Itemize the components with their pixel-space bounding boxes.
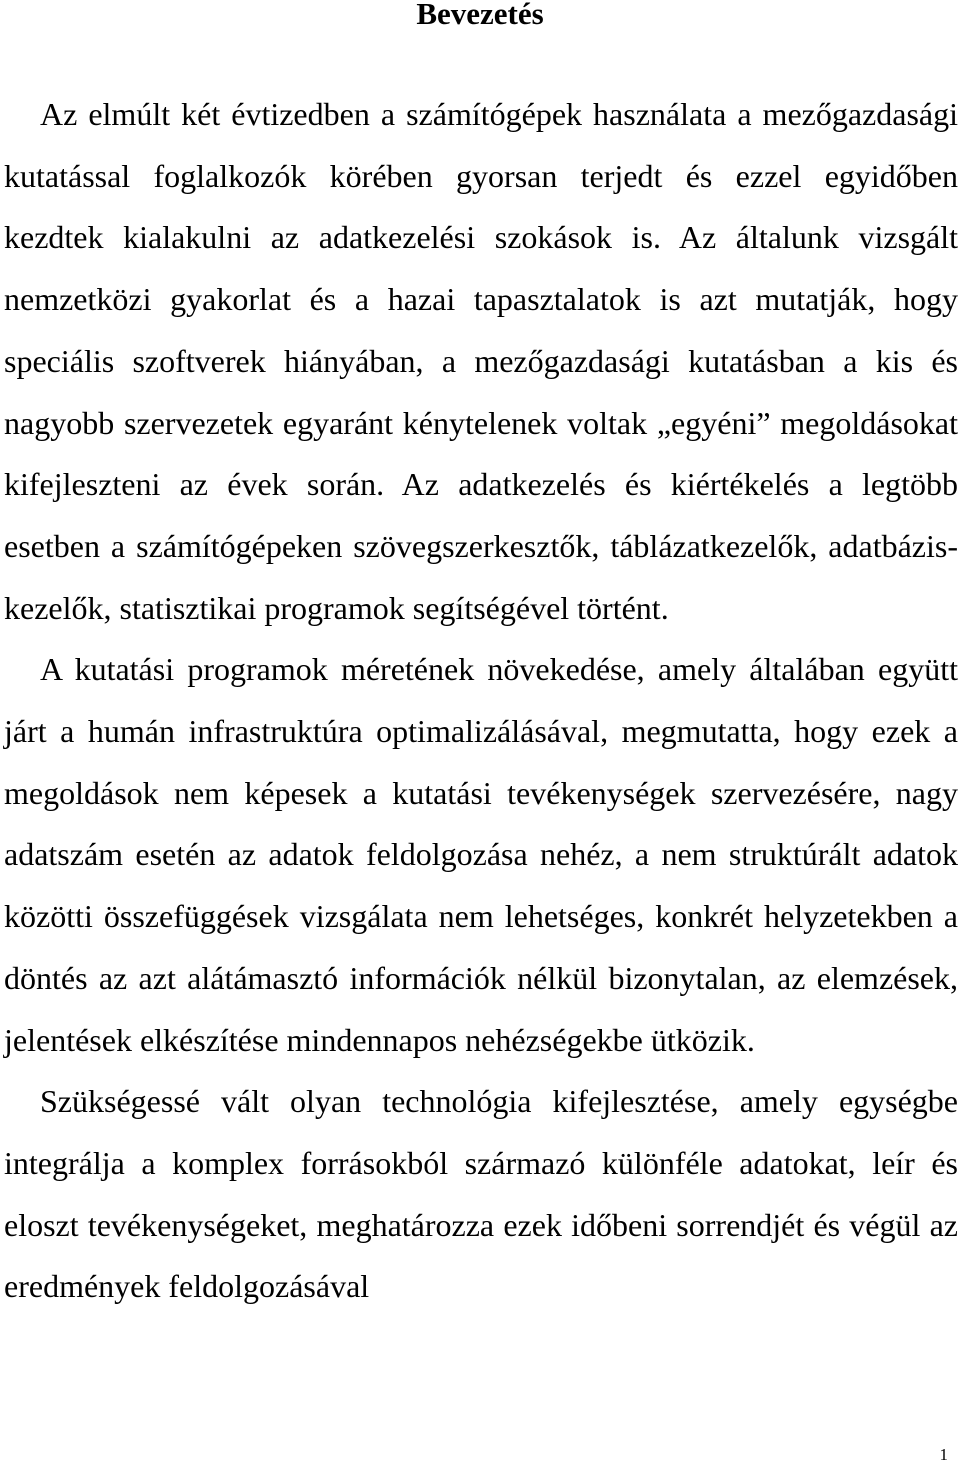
paragraph: Szükségessé vált olyan technológia kifejlesztése, amely egységbe integrálja a komplex forrásokból származó különféle adatokat, leír és eloszt tevékenységeket, meghatározza ezek időbeni sorrendjét és végül az eredmények feldolgozásával	[4, 1083, 958, 1305]
paragraph: Az elmúlt két évtizedben a számítógépek használata a mezőgazdasági kutatással foglalkozók körében gyorsan terjedt és ezzel egyidőben kezdtek kialakulni az adatkezelési szokások is. Az általunk vizsgált nemzetközi gyakorlat és a hazai tapasztalatok is azt mutatják, hogy speciális szoftverek hiányában, a mezőgazdasági kutatásban a kis és nagyobb szervezetek egyaránt kénytelenek voltak „egyéni” megoldásokat kifejleszteni az évek során. Az adatkezelés és kiértékelés a legtöbb esetben a számítógépeken szövegszerkesztők, táblázatkezelők, adatbázis-kezelők, statisztikai programok segítségével történt.	[4, 96, 958, 626]
page-title: Bevezetés	[416, 0, 544, 31]
body-text	[4, 84, 958, 1318]
page-number: 1	[939, 1445, 948, 1464]
paragraph: A kutatási programok méretének növekedése, amely általában együtt járt a humán infrastruktúra optimalizálásával, megmutatta, hogy ezek a megoldások nem képesek a kutatási tevékenységek szervezésére, nagy adatszám esetén az adatok feldolgozása nehéz, a nem struktúrált adatok közötti összefüggések vizsgálata nem lehetséges, konkrét helyzetekben a döntés az azt alátámasztó információk nélkül bizonytalan, az elemzések, jelentések elkészítése mindennapos nehézségekbe ütközik.	[4, 651, 958, 1058]
